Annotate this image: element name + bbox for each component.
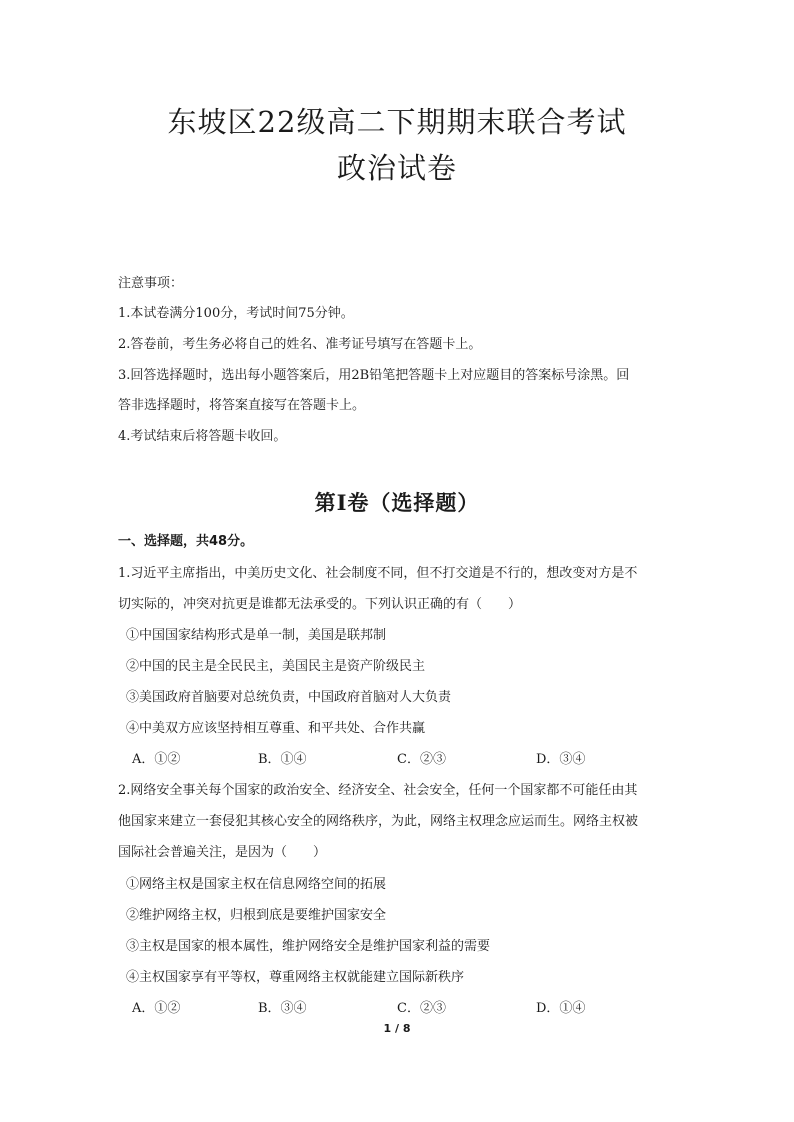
section-title: 第Ⅰ卷（选择题） [314, 490, 480, 515]
question-1-choices [132, 748, 692, 768]
part-label: 一、选择题，共48分。 [118, 534, 254, 549]
choice-b: B．①④ [258, 752, 307, 767]
choice-c: C．②③ [397, 752, 446, 767]
choice-a: A．①② [132, 1001, 181, 1016]
notice-heading: 注意事项： [118, 276, 184, 291]
question-1-statement: ②中国的民主是全民民主，美国民主是资产阶级民主 [126, 659, 426, 674]
question-2-statement: ①网络主权是国家主权在信息网络空间的拓展 [126, 877, 387, 892]
notice-item: 2.答卷前，考生务必将自己的姓名、准考证号填写在答题卡上。 [118, 337, 482, 352]
choice-b: B．③④ [258, 1001, 307, 1016]
choice-c: C．②③ [397, 1001, 446, 1016]
notice-item: 4.考试结束后将答题卡收回。 [118, 429, 287, 444]
question-2-statement: ④主权国家享有平等权，尊重网络主权就能建立国际新秩序 [126, 970, 465, 985]
question-1-stem: 1.习近平主席指出，中美历史文化、社会制度不同，但不打交道是不行的，想改变对方是不 [118, 566, 638, 581]
page-number: 1 / 8 [383, 1022, 411, 1035]
notice-item: 答非选择题时，将答案直接写在答题卡上。 [118, 398, 366, 413]
notice-item: 3.回答选择题时，选出每小题答案后，用2B铅笔把答题卡上对应题目的答案标号涂黑。回 [118, 368, 630, 383]
choice-a: A．①② [132, 752, 181, 767]
question-2-choices [132, 997, 692, 1017]
question-1-statement: ①中国国家结构形式是单一制，美国是联邦制 [126, 628, 387, 643]
question-1-statement: ③美国政府首脑要对总统负责，中国政府首脑对人大负责 [126, 690, 452, 705]
question-2-statement: ③主权是国家的根本属性，维护网络安全是维护国家利益的需要 [126, 939, 491, 954]
exam-title: 东坡区22级高二下期期末联合考试 [167, 105, 627, 139]
question-2-stem: 2.网络安全事关每个国家的政治安全、经济安全、社会安全，任何一个国家都不可能任由其 [118, 783, 638, 798]
question-2-stem: 国际社会普遍关注，是因为（ ） [118, 845, 327, 860]
choice-d: D．①④ [536, 1001, 586, 1016]
notice-item: 1.本试卷满分100分，考试时间75分钟。 [118, 306, 354, 321]
exam-subtitle: 政治试卷 [336, 151, 457, 185]
choice-d: D．③④ [536, 752, 586, 767]
question-1-stem: 切实际的，冲突对抗更是谁都无法承受的。下列认识正确的有（ ） [118, 597, 522, 612]
question-2-stem: 他国家来建立一套侵犯其核心安全的网络秩序，为此，网络主权理念应运而生。网络主权被 [118, 814, 639, 829]
question-1-statement: ④中美双方应该坚持相互尊重、和平共处、合作共赢 [126, 721, 426, 736]
question-2-statement: ②维护网络主权，归根到底是要维护国家安全 [126, 908, 387, 923]
